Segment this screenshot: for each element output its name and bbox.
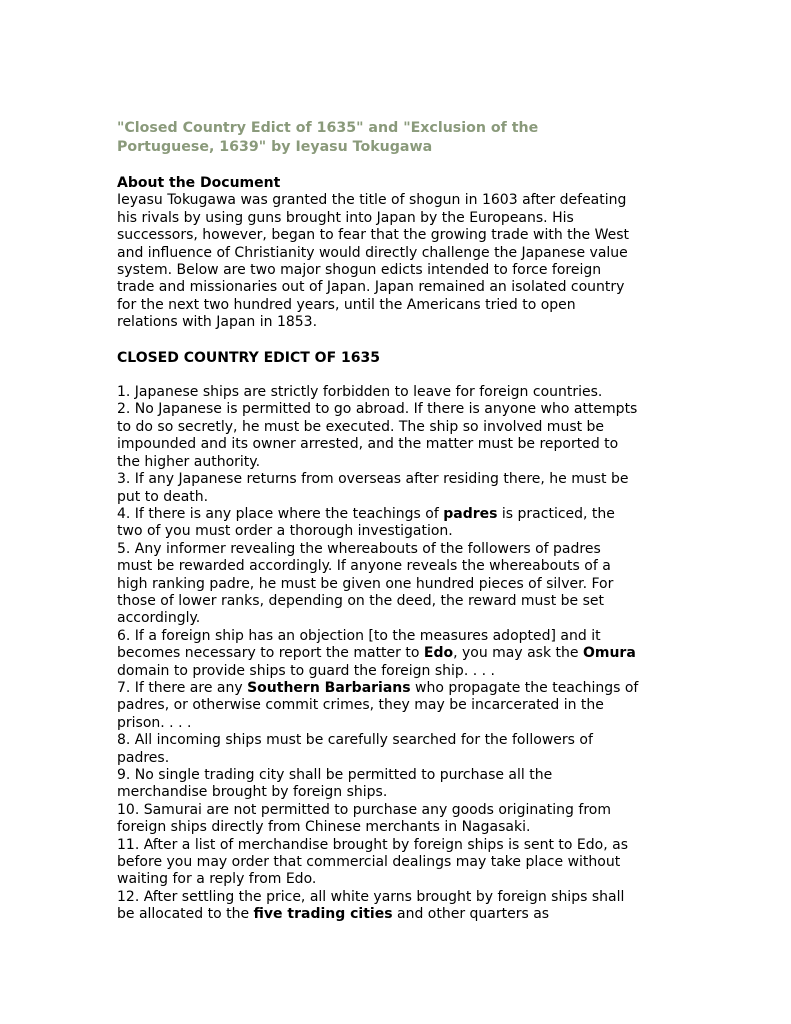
edict-item-2: 2. No Japanese is permitted to go abroad. If there is anyone who attempts to do so secretly, he must be executed. The ship so involved must be impounded and its owner arrested, and the matter must be reported to the higher authority. (117, 401, 638, 470)
edict-item-12: 12. After settling the price, all white yarns brought by foreign ships shall be allocated to the five trading cities and other quarters as (117, 888, 625, 923)
edict-item-8: 8. All incoming ships must be carefully searched for the followers of padres. (117, 732, 593, 766)
edict-item-9: 9. No single trading city shall be permitted to purchase all the merchandise brought by foreign ships. (117, 767, 553, 801)
edict-heading: CLOSED COUNTRY EDICT OF 1635 (117, 349, 380, 366)
edict-item-7: 7. If there are any Southern Barbarians who propagate the teachings of padres, or otherwise commit crimes, they may be incarcerated in the prison. . . . (117, 679, 639, 731)
about-heading: About the Document (117, 175, 281, 191)
term-five-trading-cities: five trading cities (253, 906, 393, 923)
document-page (117, 119, 639, 924)
document-title: "Closed Country Edict of 1635" and "Exclusion of the Portuguese, 1639" by Ieyasu Tokugawa (117, 120, 539, 155)
edict-item-4: 4. If there is any place where the teachings of padres is practiced, the two of you must order a thorough investigation. (117, 505, 615, 540)
edict-item-11: 11. After a list of merchandise brought by foreign ships is sent to Edo, as before you may order that commercial dealings may take place without waiting for a reply from Edo. (117, 836, 628, 888)
edict-item-6: 6. If a foreign ship has an objection [to the measures adopted] and it becomes necessary to report the matter to Edo, you may ask the Omura domain to provide ships to guard the foreign ship. . . . (117, 627, 636, 679)
edict-item-1: 1. Japanese ships are strictly forbidden to leave for foreign countries. (117, 384, 603, 401)
term-omura: Omura (582, 645, 636, 662)
edict-item-3: 3. If any Japanese returns from overseas after residing there, he must be put to death. (117, 471, 629, 505)
term-southern-barbarians: Southern Barbarians (247, 679, 411, 696)
edict-item-5: 5. Any informer revealing the whereabouts of the followers of padres must be rewarded accordingly. If anyone reveals the whereabouts of a high ranking padre, he must be given one hundred pieces of silver. For those of lower ranks, depending on the deed, the reward must be set accordingly. (117, 540, 614, 627)
edict-list (117, 384, 639, 924)
term-edo: Edo (423, 645, 454, 662)
term-padres: padres (443, 505, 498, 522)
about-paragraph: Ieyasu Tokugawa was granted the title of shogun in 1603 after defeating his rivals by using guns brought into Japan by the Europeans. His successors, however, began to fear that the growing trade with the West and influence of Christianity would directly challenge the Japanese value system. Below are two major shogun edicts intended to force foreign trade and missionaries out of Japan. Japan remained an isolated country for the next two hundred years, until the Americans tried to open relations with Japan in 1853. (117, 192, 629, 331)
edict-item-10: 10. Samurai are not permitted to purchase any goods originating from foreign ships directly from Chinese merchants in Nagasaki. (117, 801, 611, 836)
